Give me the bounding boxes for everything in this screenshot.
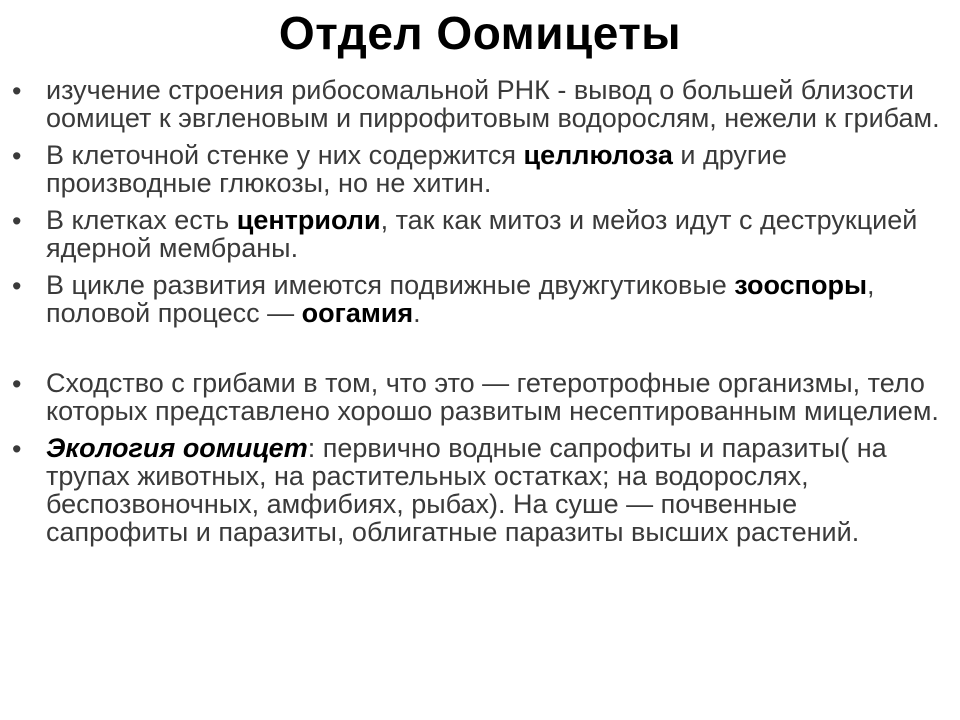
bullet-text: , так как митоз и мейоз идут с деструкцией ядерной мембраны. [46, 205, 918, 263]
bullet-dot-icon: • [12, 141, 22, 171]
bullet-list [0, 76, 960, 546]
bullet-text: Сходство с грибами в том, что это — гетеротрофные организмы, тело которых представлено хорошо развитым несептированным мицелием. [46, 368, 939, 426]
bullet-text: В клетках есть [46, 205, 237, 235]
bullet-item [0, 141, 960, 197]
bold-term: зооспоры [734, 270, 867, 300]
bold-term: оогамия [301, 298, 414, 328]
bullet-text: , половой процесс — [46, 270, 875, 328]
bold-italic-term: Экология оомицет [46, 433, 308, 463]
bullet-text: . [413, 298, 421, 328]
bullet-dot-icon: • [12, 76, 22, 106]
bullet-item [0, 271, 960, 327]
bullet-item [0, 76, 960, 132]
slide-title: Отдел Оомицеты [278, 7, 682, 59]
bullet-item [0, 206, 960, 262]
bullet-item [0, 369, 960, 425]
bullet-text: В клеточной стенке у них содержится [46, 140, 524, 170]
bold-term: центриоли [236, 205, 381, 235]
bullet-item [0, 434, 960, 546]
bullet-text: В цикле развития имеются подвижные двужгутиковые [46, 270, 735, 300]
bullet-dot-icon: • [12, 434, 22, 464]
bullet-dot-icon: • [12, 206, 22, 236]
bullet-dot-icon: • [12, 369, 22, 399]
bullet-text: и другие производные глюкозы, но не хитин. [46, 140, 787, 198]
bullet-text: : первично водные сапрофиты и паразиты( на трупах животных, на растительных остатках; на водорослях, беспозвоночных, амфибиях, рыбах). На суше — почвенные сапрофиты и паразиты, облигатные паразиты высших растений. [46, 433, 887, 547]
bold-term: целлюлоза [523, 140, 673, 170]
bullet-text: изучение строения рибосомальной РНК - вывод о большей близости оомицет к эвгленовым и пиррофитовым водорослям, нежели к грибам. [46, 75, 940, 133]
bullet-dot-icon: • [12, 271, 22, 301]
